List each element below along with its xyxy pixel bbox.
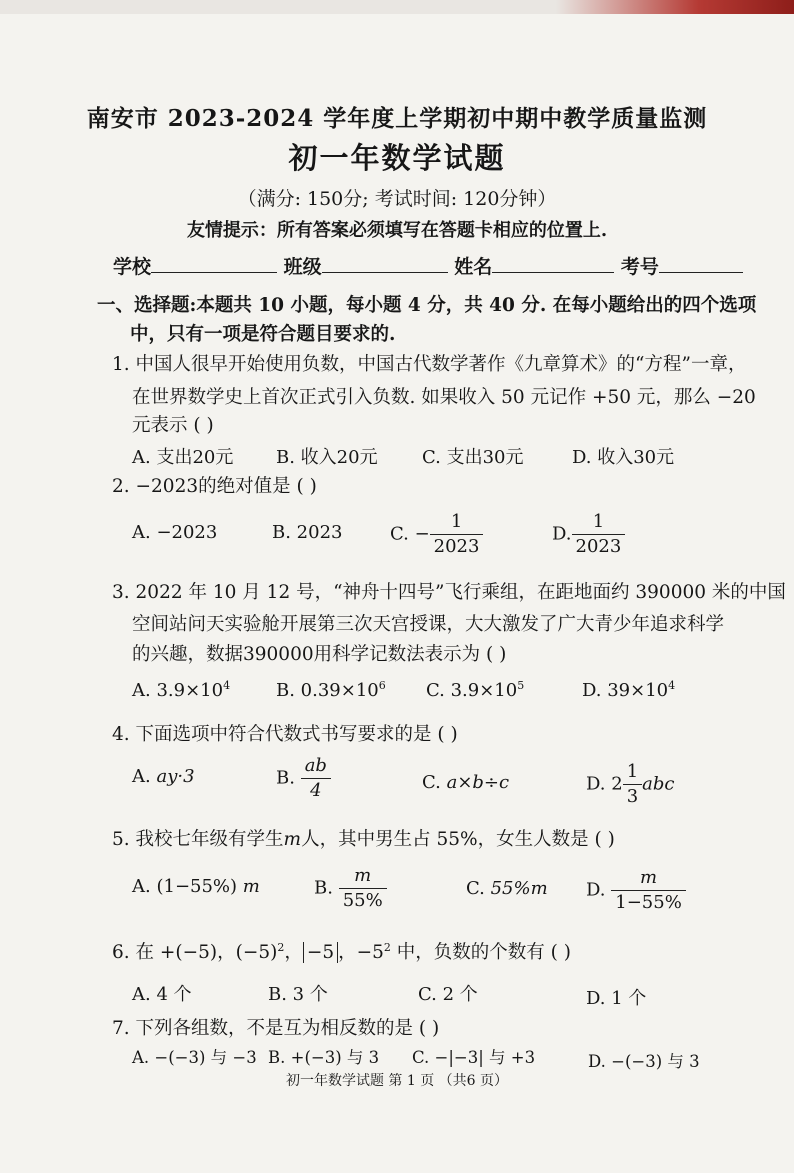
section-heading-line2: 中，只有一项是符合题目要求的. [130,324,396,345]
q7-option-d: D. −(−3) 与 3 [588,1052,700,1071]
q2-stem: 2. −2023的绝对值是 ( ) [112,476,317,497]
name-blank [492,254,614,273]
q5-option-b: B. $\frac{m}{55\%}$ [314,864,387,913]
q6-stem: 6. 在 +(−5)，$(-5)^2$， −5 ，$-5^2$ 中，负数的个数有 ( ) [112,940,571,963]
friendly-tip: 友情提示：所有答案必须填写在答题卡相应的位置上. [186,220,608,241]
q7-option-a: A. −(−3) 与 −3 [132,1048,257,1067]
section-heading-line1: 一、选择题:本题共 10 小题，每小题 4 分，共 40 分. 在每小题给出的四个选项 [97,295,757,316]
q4-d-fraction: $\frac{1}{3}$ [623,760,642,809]
q5-option-c: C. 55%m [466,878,548,899]
q2-option-c: C. − $\frac{1}{2023}$ [390,510,483,559]
q1-stem-line2: 在世界数学史上首次正式引入负数. 如果收入 50 元记作 +50 元，那么 −20 [132,387,756,408]
q3-option-c: C. $3.9\times 10^5$ [426,679,525,701]
number-blank [659,254,743,273]
q3-stem-line2: 空间站问天实验舱开展第三次天宫授课，大大激发了广大青少年追求科学 [132,614,725,635]
q5-stem: 5. 我校七年级有学生m人，其中男生占 55%，女生人数是 ( ) [112,829,615,850]
q3-option-d: D. $39\times 10^4$ [582,679,676,701]
score-time: （满分: 150分; 考试时间: 120分钟） [237,188,557,210]
q2-option-b: B. 2023 [272,522,343,543]
q5-option-d: D. $\frac{m}{1-55\%}$ [586,866,686,915]
q3-option-b: B. $0.39\times 10^6$ [276,679,386,701]
info-label-name: 姓名 [454,256,493,278]
q4-b-fraction: $\frac{ab}{4}$ [301,754,331,803]
q5-option-a: A. (1−55%) m [132,876,260,897]
q6-option-c: C. 2 个 [418,984,478,1005]
info-label-school: 学校 [113,256,152,278]
q4-stem: 4. 下面选项中符合代数式书写要求的是 ( ) [112,724,458,745]
q3-stem-line1: 3. 2022 年 10 月 12 号，“神舟十四号”飞行乘组，在距地面约 390000 米的中国 [112,582,786,603]
q1-option-b: B. 收入20元 [276,447,378,468]
q1-option-d: D. 收入30元 [572,447,675,468]
q4-option-a: A. ay·3 [132,766,195,787]
q2-d-fraction: $\frac{1}{2023}$ [572,510,626,559]
student-info-row [113,252,743,279]
q4-option-b: B. $\frac{ab}{4}$ [276,754,331,803]
q1-stem-line1: 1. 中国人很早开始使用负数，中国古代数学著作《九章算术》的“方程”一章， [112,354,747,375]
q1-stem-line3: 元表示 ( ) [132,415,214,436]
q7-option-b: B. +(−3) 与 3 [268,1048,380,1067]
info-label-number: 考号 [620,256,659,278]
q2-option-a: A. −2023 [132,522,218,543]
exam-title: 南安市 2023-2024 学年度上学期初中期中教学质量监测 [86,105,708,132]
info-label-class: 班级 [283,256,322,278]
q4-option-c: C. a×b÷c [422,772,510,793]
q6-option-a: A. 4 个 [132,984,192,1005]
q2-option-d: D. $\frac{1}{2023}$ [552,510,625,559]
q7-option-c: C. −|−3| 与 +3 [412,1048,536,1067]
q6-option-b: B. 3 个 [268,984,328,1005]
q5-b-fraction: $\frac{m}{55\%}$ [339,864,387,913]
q3-stem-line3: 的兴趣，数据390000用科学记数法表示为 ( ) [132,644,507,665]
q4-option-d: D. 2 $\frac{1}{3}$ abc [586,761,675,807]
q6-absolute-value: −5 [303,942,338,963]
q6-option-d: D. 1 个 [586,988,647,1009]
school-blank [151,254,277,273]
q1-option-c: C. 支出30元 [422,447,524,468]
exam-subtitle: 初一年数学试题 [288,141,506,175]
q7-stem: 7. 下列各组数，不是互为相反数的是 ( ) [112,1018,440,1039]
q5-d-fraction: $\frac{m}{1-55\%}$ [611,866,686,915]
class-blank [322,254,448,273]
q1-option-a: A. 支出20元 [132,447,234,468]
q2-c-fraction: $\frac{1}{2023}$ [430,510,484,559]
page-footer: 初一年数学试题 第 1 页 （共6 页） [285,1073,509,1089]
q3-option-a: A. $3.9\times 10^4$ [132,679,231,701]
